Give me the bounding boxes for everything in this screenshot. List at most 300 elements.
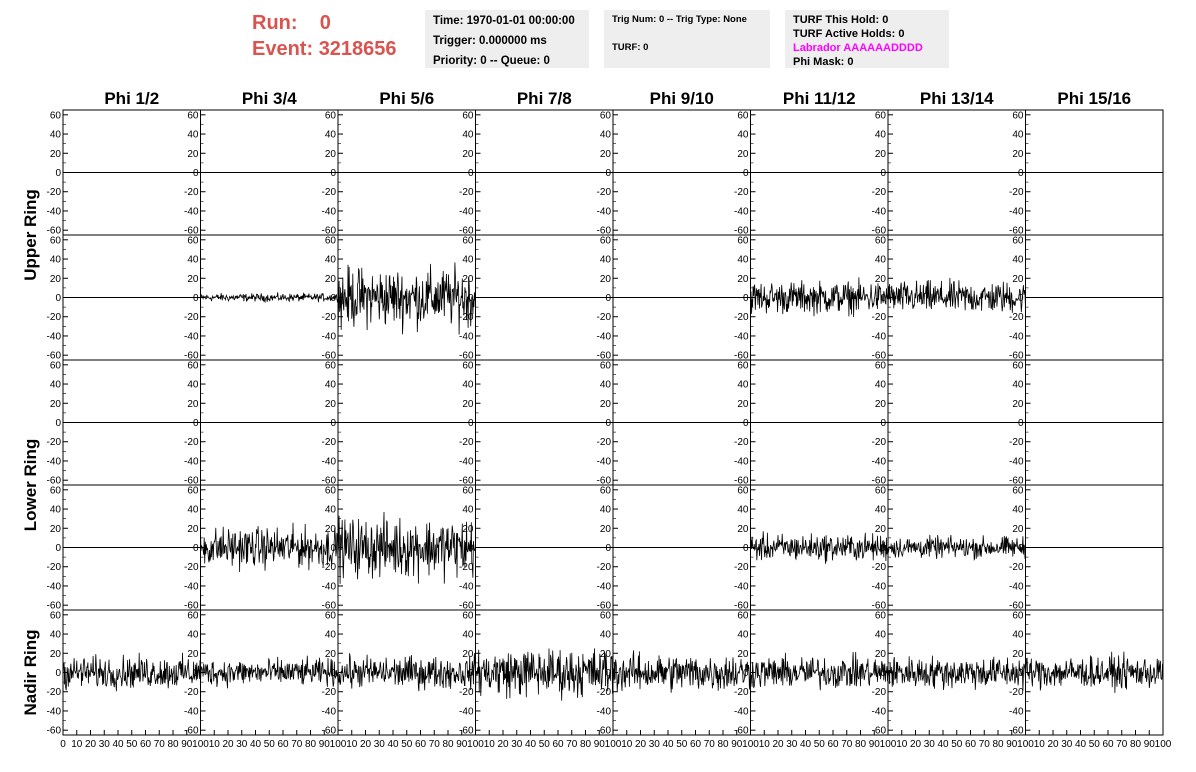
y-tick-label: 0	[1017, 668, 1024, 679]
y-tick-label: 40	[1012, 629, 1024, 641]
x-tick-label: 70	[841, 739, 853, 750]
y-tick-label: 20	[1012, 148, 1024, 160]
y-tick-label: -60	[1009, 600, 1024, 612]
y-tick-label: 40	[599, 629, 611, 641]
y-tick-label: -60	[734, 225, 749, 237]
y-tick-label: -40	[321, 331, 336, 343]
y-tick-label: -20	[459, 312, 474, 324]
phi-column-title: Phi 3/4	[241, 89, 297, 108]
y-tick-label: -40	[184, 456, 199, 468]
y-tick-label: -40	[871, 581, 886, 593]
event-value: 3218656	[318, 38, 397, 60]
y-tick-label: 20	[874, 648, 886, 660]
y-tick-label: -20	[871, 562, 886, 574]
y-tick-label: 20	[187, 523, 199, 535]
y-tick-label: -40	[734, 331, 749, 343]
waveform-trace	[201, 656, 339, 689]
y-tick-label: 60	[187, 110, 199, 122]
phi-column-title: Phi 13/14	[919, 89, 994, 108]
x-tick-label: 20	[497, 739, 509, 750]
x-tick-label: 80	[167, 739, 179, 750]
y-tick-label: 0	[1017, 293, 1024, 304]
x-tick-label: 80	[854, 739, 867, 750]
y-tick-label: 0	[192, 543, 199, 554]
y-tick-label: -60	[46, 600, 61, 612]
x-tick-label: 100	[192, 739, 209, 750]
y-tick-label: 60	[324, 110, 336, 122]
y-tick-label: -20	[1009, 312, 1024, 324]
y-tick-label: 0	[880, 293, 886, 304]
y-tick-label: 40	[737, 379, 749, 391]
x-tick-label: 30	[923, 739, 935, 750]
y-tick-label: 60	[462, 360, 474, 372]
y-tick-label: -60	[596, 350, 611, 362]
y-tick-label: 40	[324, 629, 336, 641]
y-tick-label: -20	[184, 187, 199, 199]
x-tick-label: 20	[359, 739, 372, 750]
y-tick-label: -20	[459, 687, 474, 699]
y-tick-label: 40	[1012, 379, 1024, 391]
y-tick-label: 0	[1017, 168, 1024, 179]
y-tick-label: -60	[321, 225, 336, 237]
x-tick-label: 10	[208, 739, 220, 750]
y-tick-label: 40	[874, 629, 886, 641]
y-tick-label: -20	[734, 187, 749, 199]
y-tick-label: -60	[321, 350, 336, 362]
x-tick-label: 90	[1006, 739, 1018, 750]
y-tick-label: -60	[596, 225, 611, 237]
x-tick-label: 20	[634, 739, 647, 750]
x-tick-label: 90	[456, 739, 468, 750]
y-tick-label: 0	[1017, 543, 1024, 554]
x-tick-label: 40	[937, 739, 949, 750]
y-tick-label: 20	[324, 398, 336, 410]
y-tick-label: 60	[1012, 485, 1024, 497]
x-tick-label: 40	[387, 739, 399, 750]
y-tick-label: -60	[459, 350, 474, 362]
y-tick-label: 40	[1012, 129, 1024, 141]
y-tick-label: -40	[734, 581, 749, 593]
y-tick-label: 40	[187, 129, 199, 141]
y-tick-label: 40	[462, 629, 474, 641]
phi-column-title: Phi 1/2	[104, 89, 160, 108]
y-tick-label: 20	[187, 648, 199, 660]
time-line: Time: 1970-01-01 00:00:00	[433, 15, 575, 27]
x-tick-label: 70	[1116, 739, 1128, 750]
y-tick-label: 40	[187, 504, 199, 516]
y-tick-label: 60	[874, 485, 886, 497]
y-tick-label: 60	[1012, 110, 1024, 122]
y-tick-label: -40	[459, 456, 474, 468]
y-tick-label: 60	[49, 610, 61, 622]
y-tick-label: 40	[1012, 254, 1024, 266]
x-tick-label: 40	[524, 739, 537, 750]
y-tick-label: -60	[871, 725, 886, 737]
y-tick-label: 20	[599, 648, 611, 660]
y-tick-label: -20	[734, 687, 749, 699]
y-tick-label: -20	[321, 687, 336, 699]
y-tick-label: 20	[737, 648, 749, 660]
y-tick-label: 60	[737, 110, 749, 122]
y-tick-label: -60	[184, 475, 199, 487]
x-tick-label: 50	[401, 739, 413, 750]
y-tick-label: 60	[599, 485, 611, 497]
y-tick-label: -60	[1009, 350, 1024, 362]
y-tick-label: 0	[605, 668, 611, 679]
y-tick-label: 40	[874, 504, 886, 516]
y-tick-label: -20	[184, 437, 199, 449]
y-tick-label: 0	[330, 293, 336, 304]
y-tick-label: -40	[734, 206, 749, 218]
y-tick-label: -60	[321, 725, 336, 737]
y-tick-label: 20	[187, 148, 199, 160]
y-tick-label: 20	[462, 148, 474, 160]
y-tick-label: 0	[192, 293, 199, 304]
y-tick-label: -20	[321, 562, 336, 574]
x-tick-label: 50	[1088, 739, 1100, 750]
y-tick-label: -60	[321, 475, 336, 487]
y-tick-label: 0	[467, 668, 474, 679]
y-tick-label: 40	[599, 504, 611, 516]
y-tick-label: 40	[49, 129, 61, 141]
waveform-trace	[888, 278, 1026, 313]
y-tick-label: 60	[874, 360, 886, 372]
y-tick-label: -60	[596, 475, 611, 487]
y-tick-label: 20	[462, 273, 474, 285]
y-tick-label: -40	[459, 331, 474, 343]
y-tick-label: -40	[184, 706, 199, 718]
x-tick-label: 100	[879, 739, 897, 750]
y-tick-label: 40	[737, 629, 749, 641]
y-tick-label: -20	[46, 312, 61, 324]
y-tick-label: 20	[1012, 273, 1024, 285]
y-tick-label: 60	[324, 235, 336, 247]
x-tick-label: 100	[1017, 739, 1034, 750]
y-tick-label: -60	[871, 475, 886, 487]
y-tick-label: 20	[324, 148, 336, 160]
y-tick-label: 60	[874, 110, 886, 122]
y-tick-label: -60	[596, 725, 611, 737]
y-tick-label: -20	[46, 562, 61, 574]
y-tick-label: -20	[596, 187, 611, 199]
y-tick-label: 60	[599, 235, 611, 247]
y-tick-label: 40	[462, 254, 474, 266]
y-tick-label: 40	[49, 254, 61, 266]
x-tick-label: 30	[786, 739, 798, 750]
x-tick-label: 50	[951, 739, 963, 750]
y-tick-label: -60	[734, 475, 749, 487]
x-tick-label: 70	[153, 739, 165, 750]
y-tick-label: 20	[737, 148, 749, 160]
y-tick-label: 0	[55, 668, 61, 679]
y-tick-label: 40	[187, 629, 199, 641]
x-tick-label: 70	[566, 739, 578, 750]
y-tick-label: 0	[192, 668, 199, 679]
turf-line: TURF: 0	[612, 42, 649, 53]
y-tick-label: 40	[599, 379, 611, 391]
x-tick-label: 10	[71, 739, 83, 750]
phi-column-title: Phi 5/6	[379, 89, 435, 108]
y-tick-label: -60	[459, 225, 474, 237]
priority-line: Priority: 0 -- Queue: 0	[433, 55, 550, 67]
y-tick-label: -60	[596, 600, 611, 612]
x-tick-label: 90	[318, 739, 330, 750]
y-tick-label: 40	[737, 504, 749, 516]
y-tick-label: 20	[737, 273, 749, 285]
y-tick-label: -40	[1009, 206, 1024, 218]
y-tick-label: 20	[1012, 648, 1024, 660]
y-tick-label: -20	[871, 437, 886, 449]
x-tick-label: 30	[98, 739, 110, 750]
x-tick-label: 100	[742, 739, 759, 750]
waveform-trace	[338, 262, 476, 338]
waveform-trace	[1026, 652, 1164, 693]
y-tick-label: 20	[874, 273, 886, 285]
turf-active-line: TURF Active Holds: 0	[793, 28, 905, 40]
y-tick-label: -40	[46, 456, 61, 468]
y-tick-label: 40	[874, 254, 886, 266]
y-tick-label: -40	[596, 206, 611, 218]
y-tick-label: -60	[871, 350, 886, 362]
y-tick-label: 0	[880, 668, 886, 679]
y-tick-label: 60	[462, 485, 474, 497]
y-tick-label: -40	[871, 331, 886, 343]
x-tick-label: 10	[621, 739, 633, 750]
y-tick-label: -20	[184, 562, 199, 574]
y-tick-label: 20	[324, 523, 336, 535]
y-tick-label: -20	[596, 562, 611, 574]
y-tick-label: 0	[605, 293, 611, 304]
y-tick-label: 60	[187, 610, 199, 622]
y-tick-label: 40	[187, 254, 199, 266]
y-tick-label: -40	[871, 206, 886, 218]
x-tick-label: 90	[868, 739, 880, 750]
y-tick-label: 20	[1012, 523, 1024, 535]
y-tick-label: 0	[467, 543, 474, 554]
y-tick-label: 40	[187, 379, 199, 391]
x-tick-label: 60	[414, 739, 427, 750]
y-tick-label: 0	[330, 168, 336, 179]
y-tick-label: 40	[599, 129, 611, 141]
y-tick-label: 40	[599, 254, 611, 266]
y-tick-label: 20	[599, 398, 611, 410]
y-tick-label: -40	[1009, 456, 1024, 468]
y-tick-label: -40	[46, 706, 61, 718]
y-tick-label: -20	[459, 187, 474, 199]
y-tick-label: 60	[49, 235, 61, 247]
phi-mask-line: Phi Mask: 0	[793, 56, 854, 68]
y-tick-label: -40	[184, 206, 199, 218]
y-tick-label: 0	[742, 293, 749, 304]
x-tick-label: 10	[1033, 739, 1045, 750]
phi-column-title: Phi 7/8	[516, 89, 572, 108]
y-tick-label: -40	[321, 456, 336, 468]
y-tick-label: -60	[459, 475, 474, 487]
y-tick-label: -60	[1009, 225, 1024, 237]
y-tick-label: -60	[1009, 725, 1024, 737]
y-tick-label: 60	[599, 110, 611, 122]
y-tick-label: 60	[49, 485, 61, 497]
waveform-trace	[63, 653, 201, 692]
x-tick-label: 80	[442, 739, 454, 750]
y-tick-label: 0	[742, 668, 749, 679]
y-tick-label: 60	[1012, 610, 1024, 622]
y-tick-label: -40	[46, 581, 61, 593]
x-tick-label: 50	[263, 739, 275, 750]
x-tick-label: 60	[277, 739, 289, 750]
y-tick-label: 40	[737, 254, 749, 266]
y-tick-label: -40	[871, 456, 886, 468]
y-tick-label: -40	[321, 581, 336, 593]
x-tick-label: 90	[1143, 739, 1155, 750]
x-tick-label: 40	[249, 739, 262, 750]
waveform-trace	[751, 652, 889, 690]
y-tick-label: -40	[596, 706, 611, 718]
y-tick-label: 60	[737, 360, 749, 372]
y-tick-label: -60	[184, 350, 199, 362]
y-tick-label: 20	[49, 648, 61, 660]
ring-title: Nadir Ring	[21, 629, 40, 716]
y-tick-label: 0	[742, 168, 749, 179]
y-tick-label: 20	[737, 523, 749, 535]
x-tick-label: 30	[648, 739, 660, 750]
x-tick-label: 70	[291, 739, 303, 750]
x-tick-label: 50	[813, 739, 825, 750]
y-tick-label: -60	[46, 475, 61, 487]
y-tick-label: -60	[1009, 475, 1024, 487]
y-tick-label: 0	[467, 168, 474, 179]
y-tick-label: 60	[49, 360, 61, 372]
y-tick-label: 40	[49, 629, 61, 641]
y-tick-label: 60	[737, 485, 749, 497]
y-tick-label: -20	[1009, 187, 1024, 199]
y-tick-label: 20	[462, 398, 474, 410]
x-tick-label: 50	[538, 739, 550, 750]
y-tick-label: -20	[871, 187, 886, 199]
x-tick-label: 40	[799, 739, 812, 750]
y-tick-label: 40	[462, 504, 474, 516]
x-tick-label: 30	[373, 739, 385, 750]
y-tick-label: 20	[462, 648, 474, 660]
y-tick-label: 0	[55, 543, 61, 554]
y-tick-label: -20	[1009, 687, 1024, 699]
y-tick-label: 0	[1017, 418, 1024, 429]
y-tick-label: -60	[459, 725, 474, 737]
y-tick-label: 60	[599, 610, 611, 622]
y-tick-label: 0	[605, 418, 611, 429]
x-tick-label: 60	[139, 739, 152, 750]
x-tick-label: 30	[1061, 739, 1073, 750]
y-tick-label: 0	[192, 418, 199, 429]
x-tick-label: 60	[552, 739, 564, 750]
y-tick-label: -40	[596, 331, 611, 343]
run-value: 0	[319, 12, 331, 34]
labrador-line: Labrador AAAAAADDDD	[793, 42, 923, 54]
y-tick-label: -60	[321, 600, 336, 612]
y-tick-label: -20	[871, 687, 886, 699]
x-tick-label: 20	[909, 739, 922, 750]
x-tick-label: 50	[676, 739, 688, 750]
y-tick-label: -20	[46, 187, 61, 199]
y-tick-label: 60	[462, 110, 474, 122]
y-tick-label: -40	[459, 581, 474, 593]
y-tick-label: -60	[871, 600, 886, 612]
y-tick-label: -40	[184, 581, 199, 593]
waveform-trace	[201, 292, 339, 302]
y-tick-label: 0	[742, 418, 749, 429]
y-tick-label: -40	[1009, 331, 1024, 343]
y-tick-label: 60	[187, 235, 199, 247]
x-tick-label: 100	[467, 739, 484, 750]
y-tick-label: -20	[459, 562, 474, 574]
x-tick-label: 20	[772, 739, 784, 750]
y-tick-label: 60	[737, 610, 749, 622]
y-tick-label: 60	[1012, 235, 1024, 247]
ring-title: Lower Ring	[21, 438, 40, 532]
y-tick-label: -60	[46, 225, 61, 237]
y-tick-label: 60	[599, 360, 611, 372]
phi-column-title: Phi 11/12	[782, 89, 856, 108]
y-tick-label: -60	[46, 350, 61, 362]
y-tick-label: 40	[49, 504, 61, 516]
x-tick-label: 30	[236, 739, 248, 750]
y-tick-label: -40	[871, 706, 886, 718]
x-tick-label: 90	[181, 739, 193, 750]
y-tick-label: -40	[1009, 581, 1024, 593]
y-tick-label: 20	[599, 273, 611, 285]
trig-line: Trig Num: 0 -- Trig Type: None	[612, 14, 747, 25]
waveform-trace	[338, 653, 476, 691]
y-tick-label: 60	[324, 610, 336, 622]
x-tick-label: 60	[964, 739, 977, 750]
y-tick-label: -20	[321, 312, 336, 324]
y-tick-label: -20	[321, 437, 336, 449]
y-tick-label: -40	[596, 581, 611, 593]
waveform-trace	[338, 512, 476, 584]
waveform-trace	[888, 535, 1026, 560]
y-tick-label: -20	[734, 437, 749, 449]
y-tick-label: -60	[734, 350, 749, 362]
y-tick-label: 60	[462, 610, 474, 622]
y-tick-label: 20	[49, 273, 61, 285]
turf-hold-line: TURF This Hold: 0	[793, 14, 889, 26]
y-tick-label: 40	[737, 129, 749, 141]
y-tick-label: -60	[184, 225, 199, 237]
y-tick-label: 0	[55, 293, 61, 304]
y-tick-label: 0	[742, 543, 749, 554]
x-tick-label: 40	[662, 739, 674, 750]
y-tick-label: 0	[605, 543, 611, 554]
y-tick-label: -40	[1009, 706, 1024, 718]
y-tick-label: 40	[324, 504, 336, 516]
y-tick-label: 20	[49, 398, 61, 410]
y-tick-label: 0	[880, 418, 886, 429]
y-tick-label: 40	[874, 129, 886, 141]
trigger-line: Trigger: 0.000000 ms	[433, 35, 547, 47]
y-tick-label: -60	[46, 725, 61, 737]
x-tick-label: 80	[579, 739, 592, 750]
waveform-trace	[613, 650, 751, 692]
y-tick-label: 40	[324, 254, 336, 266]
y-tick-label: 0	[330, 668, 336, 679]
y-tick-label: 40	[324, 129, 336, 141]
y-tick-label: 0	[192, 168, 199, 179]
x-tick-label: 0	[60, 739, 66, 750]
y-tick-label: 40	[874, 379, 886, 391]
phi-column-title: Phi 9/10	[649, 89, 714, 108]
y-tick-label: 0	[880, 543, 886, 554]
y-tick-label: -40	[321, 206, 336, 218]
